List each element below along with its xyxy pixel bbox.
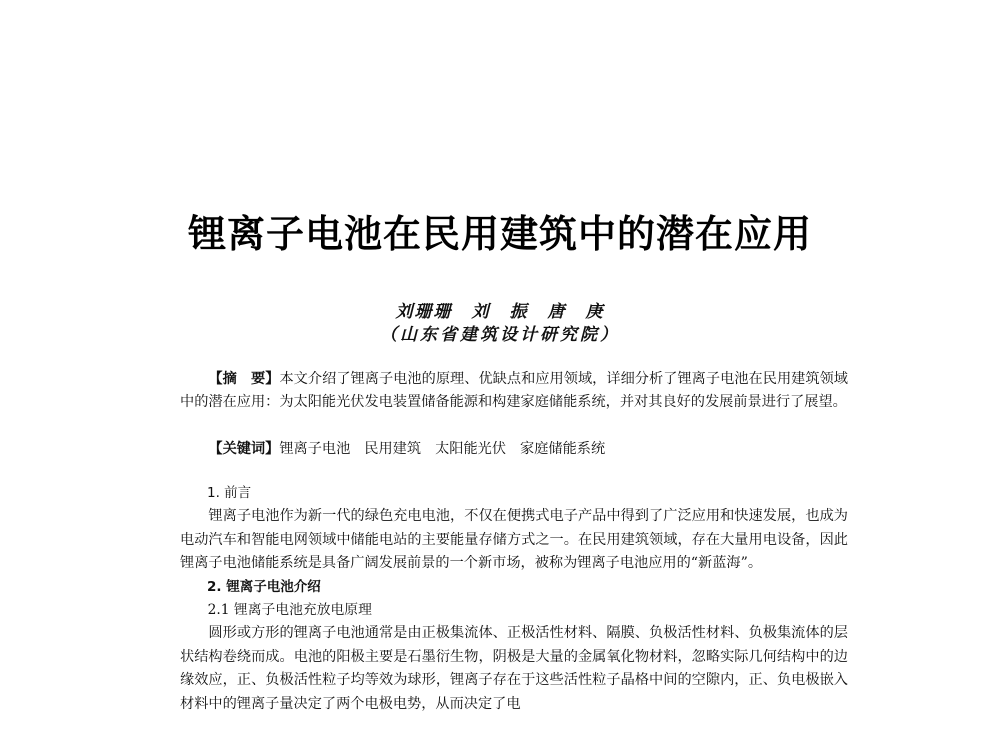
keyword-item: 民用建筑 (364, 441, 422, 457)
keywords-block (180, 438, 848, 461)
introduction-paragraph: 锂离子电池作为新一代的绿色充电电池，不仅在便携式电子产品中得到了广泛应用和快速发展，也成为电动汽车和智能电网领域中储能电站的主要能量存储方式之一。在民用建筑领域，存在大量用电设备，因此锂离子电池储能系统是具备广阔发展前景的一个新市场，被称为锂离子电池应用的“新蓝海”。 (180, 508, 848, 572)
keyword-item: 太阳能光伏 (435, 441, 507, 457)
keyword-item: 家庭储能系统 (520, 441, 606, 457)
paper-title: 锂离子电池在民用建筑中的潜在应用 (187, 212, 812, 256)
abstract-label: 【摘 要】 (208, 371, 280, 387)
abstract-paragraph (180, 368, 848, 415)
abstract-block (180, 368, 848, 415)
keywords-label: 【关键词】 (208, 441, 280, 457)
body-sections (180, 482, 848, 716)
keyword-item: 锂离子电池 (279, 441, 351, 457)
section-heading-introduction: 1. 前言 (207, 485, 252, 501)
subsection-heading-principle: 2.1 锂离子电池充放电原理 (207, 602, 372, 619)
section-heading-battery-intro: 2. 锂离子电池介绍 (207, 578, 321, 595)
principle-paragraph: 圆形或方形的锂离子电池通常是由正极集流体、正极活性材料、隔膜、负极活性材料、负极集流体的层状结构卷绕而成。电池的阳极主要是石墨衍生物，阴极是大量的金属氧化物材料，忽略实际几何结构中的边缘效应，正、负极活性粒子均等效为球形，锂离子存在于这些活性粒子晶格中间的空隙内，正、负电极嵌入材料中的锂离子量决定了两个电极电势，从而决定了电 (180, 625, 848, 712)
author-list: 刘珊珊 刘 振 唐 庚 (395, 302, 605, 322)
author-affiliation: （山东省建筑设计研究院） (380, 325, 620, 345)
abstract-text: 本文介绍了锂离子电池的原理、优缺点和应用领域，详细分析了锂离子电池在民用建筑领域中的潜在应用：为太阳能光伏发电装置储备能源和构建家庭储能系统，并对其良好的发展前景进行了展望。 (180, 371, 848, 411)
